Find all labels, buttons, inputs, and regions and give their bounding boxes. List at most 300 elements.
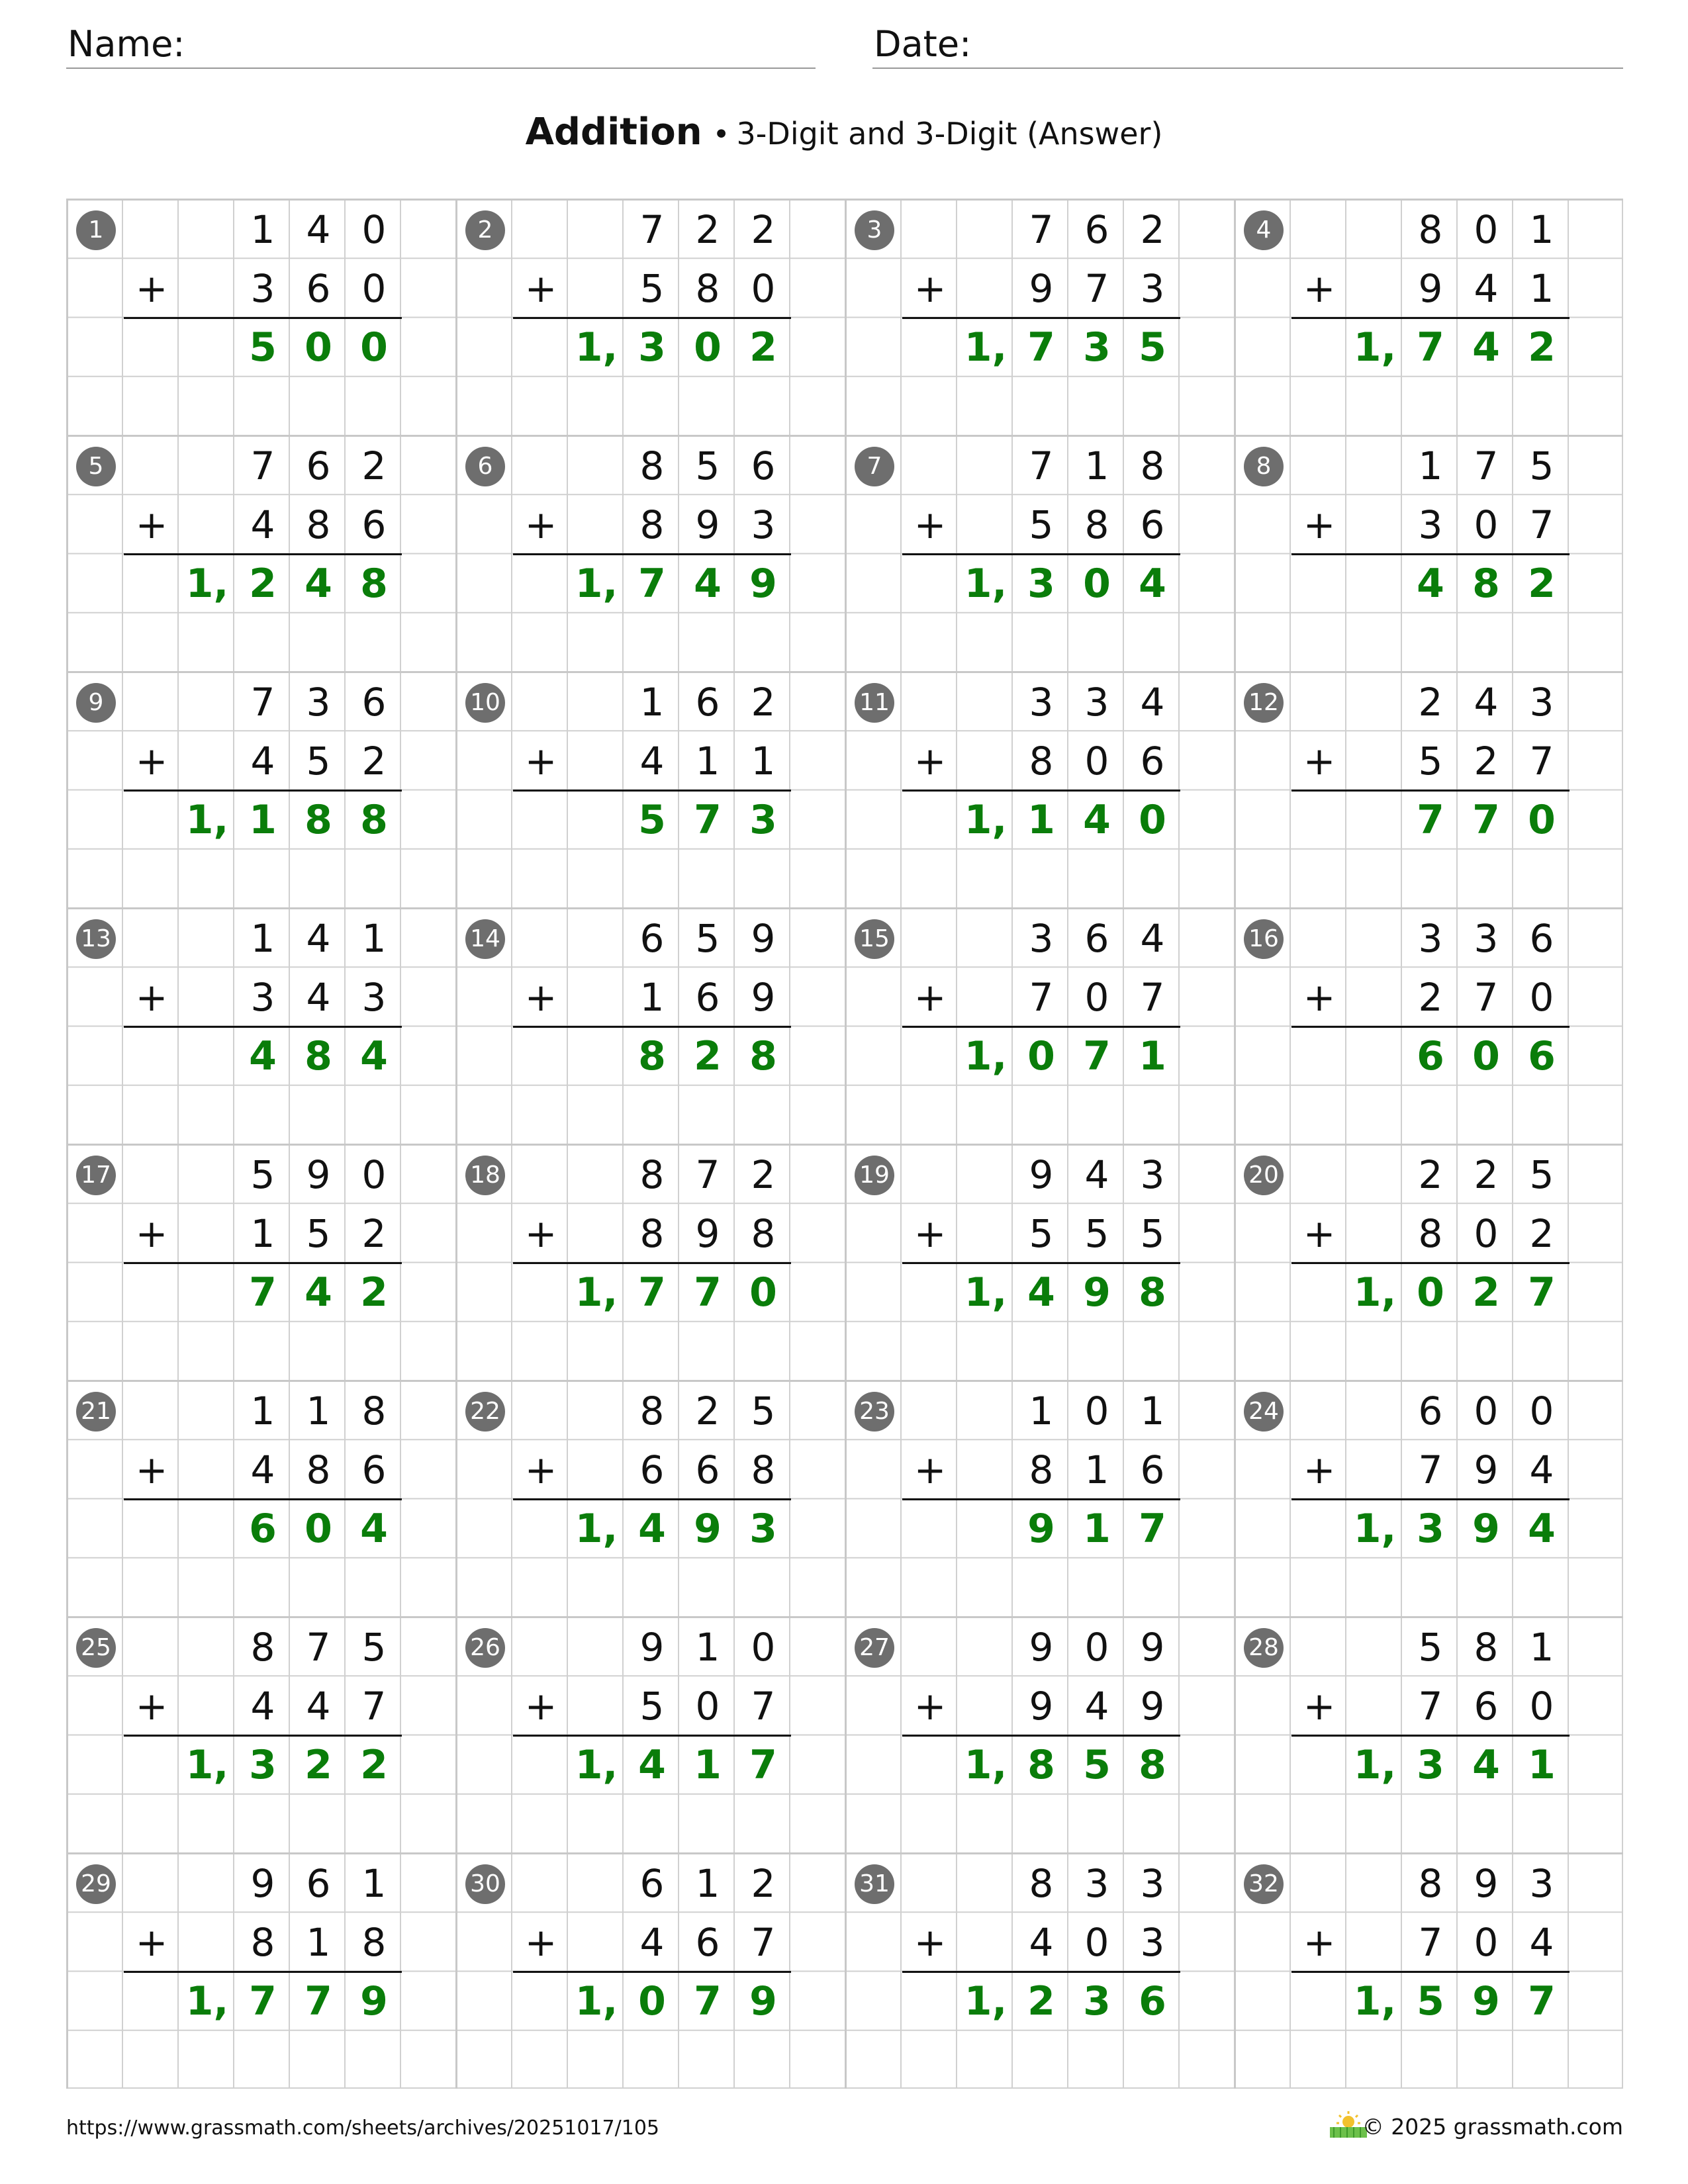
problem-number-badge: 32 — [1244, 1864, 1284, 1904]
answer-digit: 6 — [1417, 1033, 1444, 1079]
digit: 6 — [639, 916, 665, 961]
answer-digit: 2 — [694, 1033, 722, 1079]
digit: 1 — [250, 916, 275, 961]
plus-sign: + — [1303, 1684, 1336, 1729]
plus-sign: + — [524, 1447, 557, 1492]
digit: 9 — [1474, 1861, 1499, 1906]
problem-number-badge: 2 — [465, 210, 505, 250]
problem-30 — [455, 1852, 845, 2089]
answer-digit: 7 — [638, 561, 666, 607]
answer-digit: 7 — [1027, 324, 1055, 371]
digit: 7 — [250, 443, 275, 488]
digit: 3 — [1029, 680, 1054, 725]
answer-digit: 0 — [305, 324, 332, 371]
digit: 7 — [751, 1684, 776, 1729]
digit: 6 — [1418, 1388, 1443, 1433]
answer-digit: 3 — [1083, 1978, 1111, 2025]
problem-12 — [1234, 671, 1623, 907]
answer-digit: 9 — [694, 1506, 722, 1552]
digit: 3 — [1418, 916, 1443, 961]
digit: 0 — [1084, 739, 1109, 784]
plus-sign: + — [914, 1211, 947, 1256]
digit: 8 — [1418, 207, 1443, 252]
digit: 4 — [1084, 1684, 1109, 1729]
problem-32 — [1234, 1852, 1623, 2089]
digit: 0 — [1529, 975, 1554, 1020]
digit: 2 — [751, 680, 776, 725]
answer-digit: 7 — [749, 1742, 777, 1788]
answer-digit: 2 — [1528, 561, 1556, 607]
problem-number-badge: 11 — [855, 683, 894, 723]
worksheet-title — [0, 106, 1688, 167]
answer-digit: 4 — [305, 561, 332, 607]
problem-28 — [1234, 1616, 1623, 1852]
digit: 1 — [1029, 1388, 1054, 1433]
digit: 0 — [1474, 1388, 1499, 1433]
problem-number-badge: 26 — [465, 1628, 505, 1668]
problem-6 — [455, 435, 845, 671]
digit: 5 — [695, 916, 720, 961]
answer-digit: 1, — [185, 561, 229, 607]
plus-sign: + — [914, 1684, 947, 1729]
problem-number-badge: 5 — [76, 447, 116, 486]
plus-sign: + — [1303, 1447, 1336, 1492]
digit: 9 — [1029, 266, 1054, 311]
answer-digit: 8 — [749, 1033, 777, 1079]
digit: 1 — [695, 739, 720, 784]
answer-digit: 4 — [1528, 1506, 1556, 1552]
problem-number-badge: 1 — [76, 210, 116, 250]
answer-digit: 7 — [694, 1978, 722, 2025]
digit: 6 — [695, 975, 720, 1020]
digit: 2 — [1140, 207, 1165, 252]
answer-digit: 1, — [1353, 1506, 1397, 1552]
digit: 2 — [1418, 1152, 1443, 1197]
digit: 4 — [639, 739, 665, 784]
answer-digit: 6 — [1528, 1033, 1556, 1079]
digit: 4 — [306, 916, 331, 961]
problem-21 — [66, 1380, 455, 1616]
digit: 9 — [751, 916, 776, 961]
digit: 4 — [1084, 1152, 1109, 1197]
digit: 6 — [306, 266, 331, 311]
digit: 0 — [1084, 1625, 1109, 1670]
problem-27 — [845, 1616, 1234, 1852]
digit: 4 — [1529, 1920, 1554, 1965]
digit: 4 — [250, 502, 275, 547]
answer-digit: 1 — [1139, 1033, 1166, 1079]
answer-digit: 1, — [575, 561, 618, 607]
digit: 1 — [639, 975, 665, 1020]
digit: 1 — [1084, 443, 1109, 488]
answer-digit: 4 — [1139, 561, 1166, 607]
plus-sign: + — [135, 975, 168, 1020]
problem-24 — [1234, 1380, 1623, 1616]
plus-sign: + — [914, 266, 947, 311]
problem-number-badge: 10 — [465, 683, 505, 723]
digit: 1 — [1529, 207, 1554, 252]
digit: 2 — [751, 1152, 776, 1197]
digit: 4 — [639, 1920, 665, 1965]
digit: 8 — [639, 1388, 665, 1433]
digit: 6 — [1084, 207, 1109, 252]
plus-sign: + — [1303, 975, 1336, 1020]
answer-digit: 3 — [1417, 1506, 1444, 1552]
digit: 8 — [695, 266, 720, 311]
digit: 9 — [250, 1861, 275, 1906]
digit: 8 — [639, 502, 665, 547]
digit: 1 — [361, 916, 387, 961]
plus-sign: + — [135, 1684, 168, 1729]
plus-sign: + — [524, 1211, 557, 1256]
answer-digit: 8 — [1139, 1742, 1166, 1788]
date-field[interactable] — [872, 23, 1623, 69]
digit: 1 — [1084, 1447, 1109, 1492]
answer-digit: 1, — [964, 1742, 1008, 1788]
answer-digit: 7 — [1417, 797, 1444, 843]
digit: 8 — [1474, 1625, 1499, 1670]
digit: 6 — [306, 443, 331, 488]
digit: 8 — [751, 1211, 776, 1256]
digit: 0 — [1529, 1684, 1554, 1729]
digit: 2 — [1529, 1211, 1554, 1256]
name-field[interactable] — [66, 23, 816, 69]
digit: 8 — [639, 1152, 665, 1197]
digit: 7 — [1029, 443, 1054, 488]
answer-digit: 4 — [360, 1506, 388, 1552]
digit: 4 — [250, 1447, 275, 1492]
digit: 0 — [751, 266, 776, 311]
answer-digit: 2 — [749, 324, 777, 371]
plus-sign: + — [1303, 502, 1336, 547]
problem-number-badge: 23 — [855, 1392, 894, 1432]
digit: 6 — [306, 1861, 331, 1906]
problem-23 — [845, 1380, 1234, 1616]
answer-digit: 0 — [638, 1978, 666, 2025]
digit: 6 — [361, 502, 387, 547]
digit: 4 — [1474, 266, 1499, 311]
digit: 5 — [1140, 1211, 1165, 1256]
answer-digit: 0 — [1472, 1033, 1500, 1079]
answer-digit: 0 — [1528, 797, 1556, 843]
digit: 8 — [639, 443, 665, 488]
digit: 3 — [306, 680, 331, 725]
answer-digit: 0 — [1139, 797, 1166, 843]
plus-sign: + — [524, 1684, 557, 1729]
answer-digit: 1, — [575, 1978, 618, 2025]
digit: 5 — [1084, 1211, 1109, 1256]
answer-digit: 3 — [1417, 1742, 1444, 1788]
digit: 1 — [1529, 1625, 1554, 1670]
digit: 9 — [1140, 1625, 1165, 1670]
answer-digit: 1, — [185, 1742, 229, 1788]
digit: 5 — [751, 1388, 776, 1433]
plus-sign: + — [524, 502, 557, 547]
digit: 2 — [695, 207, 720, 252]
problem-17 — [66, 1144, 455, 1380]
digit: 3 — [250, 266, 275, 311]
problem-grid — [66, 199, 1623, 2089]
digit: 0 — [1084, 1388, 1109, 1433]
digit: 8 — [751, 1447, 776, 1492]
digit: 3 — [250, 975, 275, 1020]
digit: 2 — [361, 739, 387, 784]
digit: 6 — [361, 1447, 387, 1492]
answer-digit: 8 — [360, 797, 388, 843]
problem-11 — [845, 671, 1234, 907]
digit: 7 — [1418, 1920, 1443, 1965]
digit: 6 — [639, 1447, 665, 1492]
digit: 8 — [1084, 502, 1109, 547]
answer-digit: 8 — [305, 1033, 332, 1079]
answer-digit: 1, — [185, 1978, 229, 2025]
answer-digit: 1, — [575, 1742, 618, 1788]
digit: 5 — [1418, 1625, 1443, 1670]
answer-digit: 9 — [1472, 1506, 1500, 1552]
answer-digit: 7 — [1139, 1506, 1166, 1552]
digit: 8 — [306, 502, 331, 547]
answer-digit: 8 — [638, 1033, 666, 1079]
problem-number-badge: 21 — [76, 1392, 116, 1432]
answer-digit: 7 — [305, 1978, 332, 2025]
answer-digit: 5 — [1417, 1978, 1444, 2025]
answer-digit: 3 — [1083, 324, 1111, 371]
digit: 7 — [1140, 975, 1165, 1020]
problem-10 — [455, 671, 845, 907]
digit: 7 — [1029, 975, 1054, 1020]
digit: 9 — [751, 975, 776, 1020]
answer-digit: 1, — [575, 324, 618, 371]
digit: 9 — [1029, 1684, 1054, 1729]
digit: 3 — [1529, 680, 1554, 725]
problem-number-badge: 13 — [76, 919, 116, 959]
digit: 8 — [1418, 1211, 1443, 1256]
answer-digit: 0 — [1417, 1269, 1444, 1316]
problem-number-badge: 25 — [76, 1628, 116, 1668]
answer-digit: 3 — [749, 797, 777, 843]
digit: 8 — [361, 1388, 387, 1433]
answer-digit: 1, — [185, 797, 229, 843]
digit: 8 — [250, 1920, 275, 1965]
digit: 3 — [1084, 1861, 1109, 1906]
digit: 1 — [250, 1211, 275, 1256]
problem-9 — [66, 671, 455, 907]
answer-digit: 7 — [694, 1269, 722, 1316]
plus-sign: + — [1303, 1920, 1336, 1965]
title-subtitle: 3-Digit and 3-Digit (Answer) — [736, 116, 1163, 152]
digit: 8 — [1029, 1861, 1054, 1906]
answer-digit: 8 — [360, 561, 388, 607]
digit: 4 — [306, 975, 331, 1020]
digit: 0 — [1084, 975, 1109, 1020]
digit: 9 — [1474, 1447, 1499, 1492]
digit: 3 — [1029, 916, 1054, 961]
digit: 4 — [1140, 916, 1165, 961]
answer-digit: 7 — [1417, 324, 1444, 371]
digit: 6 — [1529, 916, 1554, 961]
digit: 7 — [1418, 1684, 1443, 1729]
digit: 4 — [306, 207, 331, 252]
answer-digit: 2 — [1027, 1978, 1055, 2025]
digit: 3 — [1140, 1920, 1165, 1965]
answer-digit: 7 — [694, 797, 722, 843]
digit: 3 — [1140, 1152, 1165, 1197]
answer-digit: 1, — [1353, 1978, 1397, 2025]
answer-digit: 1 — [694, 1742, 722, 1788]
plus-sign: + — [524, 975, 557, 1020]
answer-digit: 4 — [638, 1742, 666, 1788]
answer-digit: 0 — [360, 324, 388, 371]
digit: 9 — [306, 1152, 331, 1197]
answer-digit: 1, — [964, 1033, 1008, 1079]
problem-number-badge: 17 — [76, 1156, 116, 1195]
digit: 1 — [250, 207, 275, 252]
digit: 5 — [1529, 1152, 1554, 1197]
answer-digit: 5 — [1139, 324, 1166, 371]
digit: 3 — [1474, 916, 1499, 961]
digit: 8 — [639, 1211, 665, 1256]
digit: 1 — [306, 1388, 331, 1433]
answer-digit: 7 — [249, 1269, 277, 1316]
answer-digit: 1 — [1083, 1506, 1111, 1552]
digit: 9 — [639, 1625, 665, 1670]
answer-digit: 4 — [1472, 1742, 1500, 1788]
answer-digit: 8 — [305, 797, 332, 843]
answer-digit: 1, — [1353, 1742, 1397, 1788]
digit: 7 — [1474, 443, 1499, 488]
digit: 5 — [639, 266, 665, 311]
digit: 8 — [1029, 1447, 1054, 1492]
digit: 9 — [1029, 1625, 1054, 1670]
digit: 9 — [1418, 266, 1443, 311]
digit: 7 — [639, 207, 665, 252]
digit: 5 — [1529, 443, 1554, 488]
problem-8 — [1234, 435, 1623, 671]
digit: 3 — [1529, 1861, 1554, 1906]
problem-1 — [66, 199, 455, 435]
answer-digit: 2 — [1528, 324, 1556, 371]
digit: 1 — [695, 1861, 720, 1906]
answer-digit: 4 — [305, 1269, 332, 1316]
problem-number-badge: 9 — [76, 683, 116, 723]
problem-19 — [845, 1144, 1234, 1380]
plus-sign: + — [914, 1447, 947, 1492]
plus-sign: + — [524, 739, 557, 784]
digit: 1 — [306, 1920, 331, 1965]
answer-digit: 0 — [1083, 561, 1111, 607]
digit: 6 — [1140, 502, 1165, 547]
digit: 2 — [1474, 739, 1499, 784]
digit: 2 — [1418, 680, 1443, 725]
problem-number-badge: 31 — [855, 1864, 894, 1904]
date-label: Date: — [874, 23, 972, 65]
answer-digit: 4 — [360, 1033, 388, 1079]
plus-sign: + — [135, 1447, 168, 1492]
answer-digit: 9 — [749, 561, 777, 607]
digit: 0 — [695, 1684, 720, 1729]
digit: 7 — [1529, 739, 1554, 784]
problem-7 — [845, 435, 1234, 671]
digit: 5 — [1029, 502, 1054, 547]
plus-sign: + — [914, 739, 947, 784]
digit: 5 — [695, 443, 720, 488]
digit: 2 — [695, 1388, 720, 1433]
problem-number-badge: 16 — [1244, 919, 1284, 959]
digit: 7 — [695, 1152, 720, 1197]
answer-digit: 2 — [305, 1742, 332, 1788]
digit: 1 — [639, 680, 665, 725]
answer-digit: 1, — [964, 324, 1008, 371]
digit: 1 — [695, 1625, 720, 1670]
digit: 6 — [361, 680, 387, 725]
digit: 2 — [361, 1211, 387, 1256]
answer-digit: 5 — [249, 324, 277, 371]
answer-digit: 1, — [1353, 324, 1397, 371]
digit: 1 — [1140, 1388, 1165, 1433]
digit: 9 — [1140, 1684, 1165, 1729]
digit: 4 — [1029, 1920, 1054, 1965]
plus-sign: + — [1303, 739, 1336, 784]
plus-sign: + — [1303, 1211, 1336, 1256]
digit: 0 — [1474, 1211, 1499, 1256]
answer-digit: 7 — [1528, 1978, 1556, 2025]
answer-digit: 1, — [964, 561, 1008, 607]
name-label: Name: — [68, 23, 185, 65]
digit: 3 — [751, 502, 776, 547]
problem-26 — [455, 1616, 845, 1852]
digit: 2 — [751, 207, 776, 252]
digit: 3 — [1140, 1861, 1165, 1906]
digit: 8 — [306, 1447, 331, 1492]
digit: 1 — [1529, 266, 1554, 311]
digit: 2 — [1474, 1152, 1499, 1197]
problem-20 — [1234, 1144, 1623, 1380]
plus-sign: + — [135, 739, 168, 784]
digit: 6 — [751, 443, 776, 488]
digit: 3 — [1418, 502, 1443, 547]
digit: 1 — [250, 1388, 275, 1433]
digit: 4 — [250, 739, 275, 784]
digit: 0 — [361, 207, 387, 252]
problem-18 — [455, 1144, 845, 1380]
answer-digit: 1, — [964, 1269, 1008, 1316]
problem-number-badge: 24 — [1244, 1392, 1284, 1432]
answer-digit: 9 — [1027, 1506, 1055, 1552]
problem-number-badge: 20 — [1244, 1156, 1284, 1195]
answer-digit: 7 — [1472, 797, 1500, 843]
digit: 5 — [250, 1152, 275, 1197]
digit: 0 — [1474, 207, 1499, 252]
answer-digit: 9 — [360, 1978, 388, 2025]
digit: 7 — [250, 680, 275, 725]
problem-number-badge: 3 — [855, 210, 894, 250]
digit: 6 — [639, 1861, 665, 1906]
answer-digit: 8 — [1472, 561, 1500, 607]
plus-sign: + — [135, 502, 168, 547]
answer-digit: 4 — [1083, 797, 1111, 843]
problem-number-badge: 29 — [76, 1864, 116, 1904]
digit: 0 — [1474, 1920, 1499, 1965]
answer-digit: 3 — [749, 1506, 777, 1552]
digit: 4 — [1140, 680, 1165, 725]
problem-15 — [845, 907, 1234, 1144]
plus-sign: + — [524, 1920, 557, 1965]
digit: 5 — [306, 739, 331, 784]
digit: 0 — [1084, 1920, 1109, 1965]
problem-number-badge: 8 — [1244, 447, 1284, 486]
digit: 2 — [361, 443, 387, 488]
digit: 9 — [695, 1211, 720, 1256]
